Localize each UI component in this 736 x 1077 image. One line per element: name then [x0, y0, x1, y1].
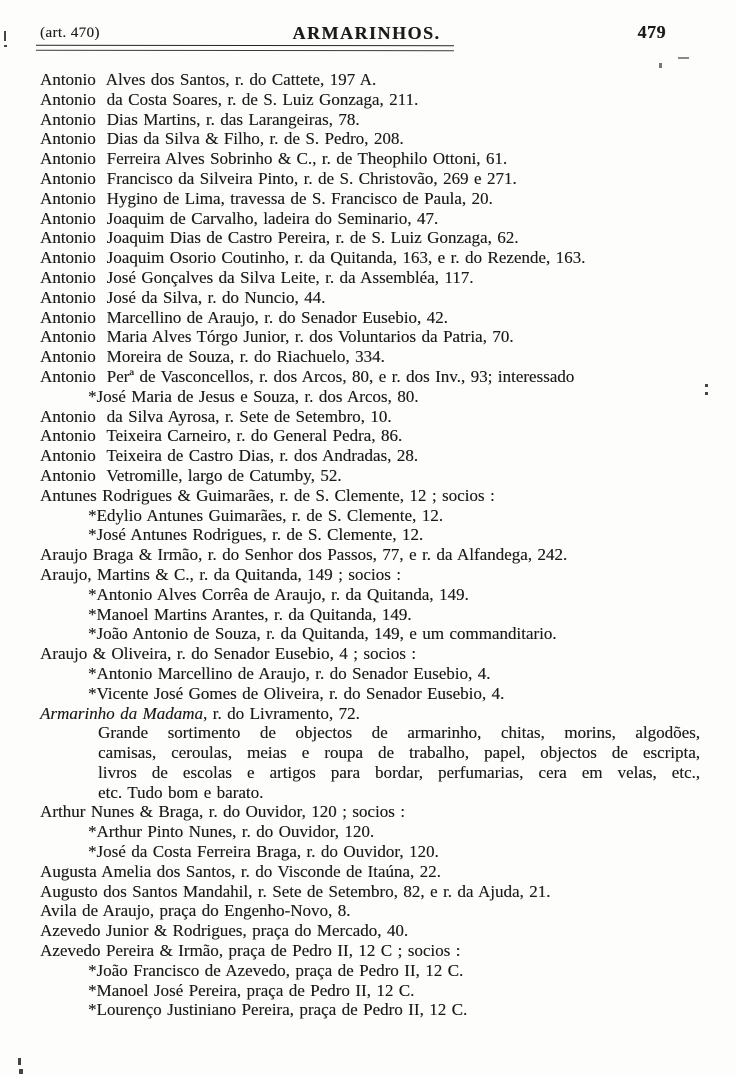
description-line: livros de escolas e artigos para bordar, perfumarias, cera em velas, etc., [98, 762, 700, 782]
business-name-italic: Armarinho da Madama [40, 703, 203, 723]
partner-entry: *José Maria de Jesus e Souza, r. dos Arcos, 80. [88, 386, 419, 406]
directory-entry: Antonio Teixeira Carneiro, r. do General Pedra, 86. [40, 426, 403, 446]
directory-entry: Antonio Ferreira Alves Sobrinho & C., r. de Theophilo Ottoni, 61. [40, 149, 508, 169]
directory-entry: Antonio Joaquim de Carvalho, ladeira do Seminario, 47. [40, 208, 439, 228]
article-reference: (art. 470) [40, 25, 100, 41]
directory-entry: Antonio da Costa Soares, r. de S. Luiz Gonzaga, 211. [40, 89, 419, 109]
directory-entry: Arthur Nunes & Braga, r. do Ouvidor, 120 ; socios : [40, 802, 405, 822]
directory-entry: Araujo Braga & Irmão, r. do Senhor dos Passos, 77, e r. da Alfandega, 242. [40, 545, 568, 565]
partner-entry: *Antonio Marcellino de Araujo, r. do Senador Eusebio, 4. [88, 663, 491, 683]
directory-entry: Augusta Amelia dos Santos, r. do Visconde de Itaúna, 22. [40, 861, 441, 881]
directory-entry: Azevedo Pereira & Irmão, praça de Pedro II, 12 C ; socios : [40, 941, 461, 961]
directory-entry: Antunes Rodrigues & Guimarães, r. de S. Clemente, 12 ; socios : [40, 485, 495, 505]
partner-entry: *Vicente José Gomes de Oliveira, r. do Senador Eusebio, 4. [88, 683, 505, 703]
directory-entry: Avila de Araujo, praça do Engenho-Novo, 8. [40, 901, 351, 921]
directory-entry: Antonio Perª de Vasconcellos, r. dos Arcos, 80, e r. dos Inv., 93; interessado [40, 366, 575, 386]
directory-entry: Antonio Alves dos Santos, r. do Cattete, 197 A. [40, 70, 377, 89]
partner-entry: *Lourenço Justiniano Pereira, praça de Pedro II, 12 C. [88, 1000, 468, 1020]
directory-entry: Antonio Francisco da Silveira Pinto, r. de S. Christovão, 269 e 271. [40, 168, 517, 188]
directory-entry: Antonio da Silva Ayrosa, r. Sete de Setembro, 10. [40, 406, 392, 426]
partner-entry: *Manoel Martins Arantes, r. da Quitanda, 149. [88, 604, 412, 624]
directory-entry: Araujo & Oliveira, r. do Senador Eusebio, 4 ; socios : [40, 644, 417, 664]
description-line: camisas, ceroulas, meias e roupa de trabalho, papel, objectos de escripta, [98, 743, 700, 763]
directory-entry: Antonio Hygino de Lima, travessa de S. Francisco de Paula, 20. [40, 188, 493, 208]
ink-speck [4, 31, 6, 41]
partner-entry: *José da Costa Ferreira Braga, r. do Ouvidor, 120. [88, 842, 439, 862]
ink-speck [19, 1069, 23, 1074]
directory-entry: Augusto dos Santos Mandahil, r. Sete de Setembro, 82, e r. da Ajuda, 21. [40, 881, 551, 901]
ink-speck [659, 63, 662, 68]
directory-entry: Araujo, Martins & C., r. da Quitanda, 149 ; socios : [40, 564, 401, 584]
directory-entry: Antonio Marcellino de Araujo, r. do Senador Eusebio, 42. [40, 307, 448, 327]
directory-entry: Antonio Dias Martins, r. das Larangeiras, 78. [40, 109, 360, 129]
description-line: etc. Tudo bom e barato. [98, 782, 264, 802]
directory-list [40, 70, 700, 1020]
partner-entry: *João Francisco de Azevedo, praça de Pedro II, 12 C. [88, 960, 464, 980]
ink-speck [18, 1058, 21, 1065]
directory-entry: Antonio José da Silva, r. do Nuncio, 44. [40, 287, 326, 307]
directory-entry: Antonio Joaquim Osorio Coutinho, r. da Quitanda, 163, e r. do Rezende, 163. [40, 248, 586, 268]
page-number: 479 [637, 22, 666, 42]
directory-entry: Antonio Maria Alves Tórgo Junior, r. dos Voluntarios da Patria, 70. [40, 327, 514, 347]
ink-speck [4, 45, 7, 47]
directory-entry: Antonio Moreira de Souza, r. do Riachuelo, 334. [40, 347, 385, 367]
partner-entry: *José Antunes Rodrigues, r. de S. Clemente, 12. [88, 525, 424, 545]
partner-entry: *Arthur Pinto Nunes, r. do Ouvidor, 120. [88, 822, 375, 842]
header-rule [36, 45, 454, 51]
partner-entry: *Edylio Antunes Guimarães, r. de S. Clemente, 12. [88, 505, 443, 525]
ink-speck [705, 384, 708, 387]
partner-entry: *Manoel José Pereira, praça de Pedro II, 12 C. [88, 980, 415, 1000]
partner-entry: *João Antonio de Souza, r. da Quitanda, 149, e um commanditario. [88, 624, 557, 644]
directory-entry: Antonio José Gonçalves da Silva Leite, r. da Assembléa, 117. [40, 267, 474, 287]
directory-entry: Armarinho da Madama, r. do Livramento, 72. [40, 703, 360, 723]
directory-entry: Antonio Teixeira de Castro Dias, r. dos Andradas, 28. [40, 446, 419, 466]
directory-entry: Azevedo Junior & Rodrigues, praça do Mercado, 40. [40, 921, 409, 941]
directory-entry: Antonio Joaquim Dias de Castro Pereira, r. de S. Luiz Gonzaga, 62. [40, 228, 519, 248]
description-line: Grande sortimento de objectos de armarinho, chitas, morins, algodões, [98, 723, 700, 743]
ink-speck [705, 392, 708, 395]
ink-speck [678, 57, 689, 59]
directory-entry: Antonio Vetromille, largo de Catumby, 52. [40, 465, 342, 485]
partner-entry: *Antonio Alves Corrêa de Araujo, r. da Quitanda, 149. [88, 584, 469, 604]
directory-entry: Antonio Dias da Silva & Filho, r. de S. Pedro, 208. [40, 129, 404, 149]
section-title: ARMARINHOS. [292, 23, 441, 43]
